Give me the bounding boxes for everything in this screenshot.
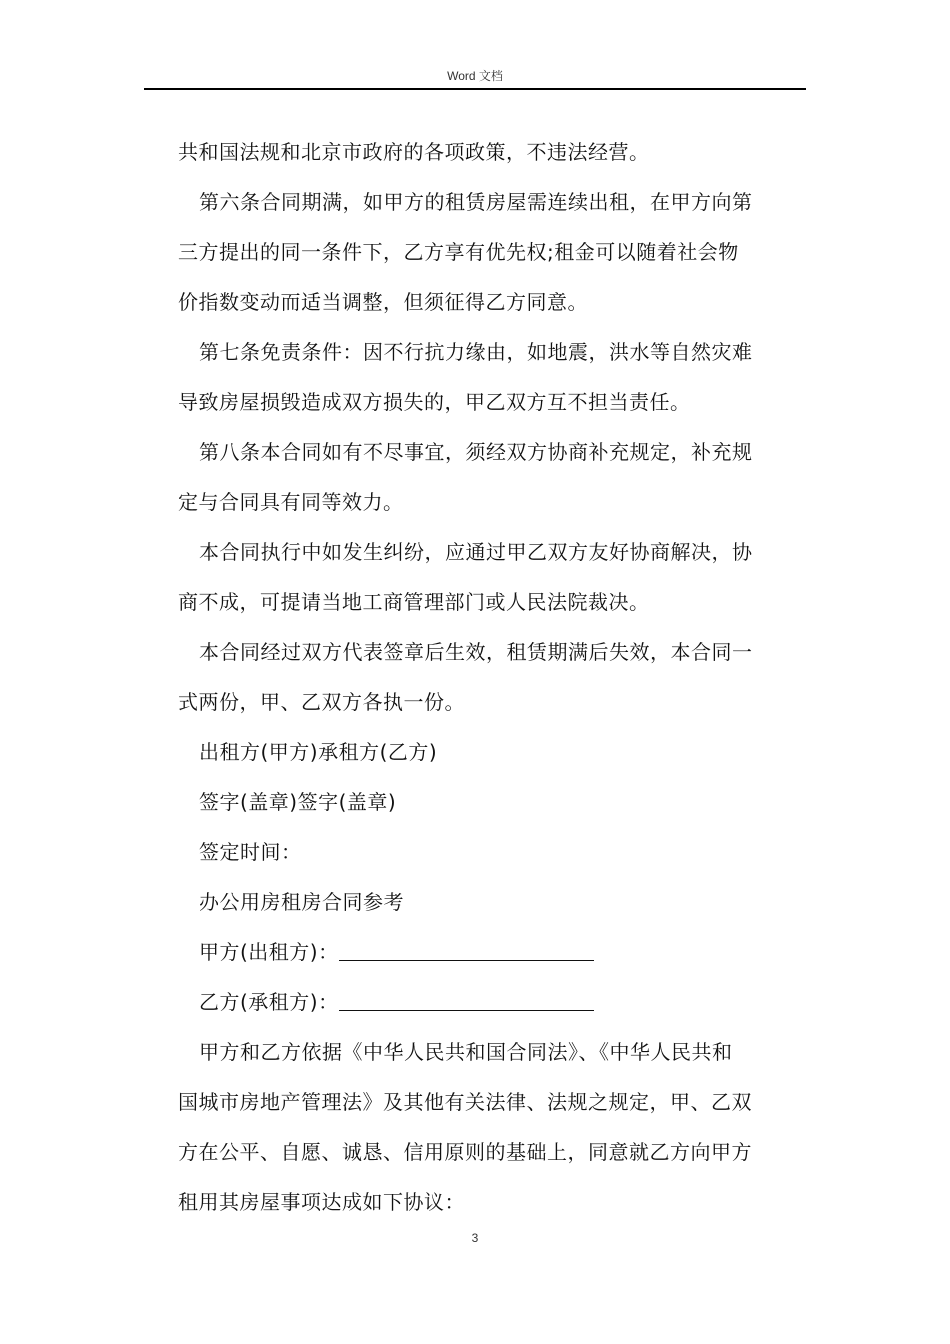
- dispute-clause-line: 本合同执行中如发生纠纷，应通过甲乙双方友好协商解决，协: [199, 540, 753, 564]
- party-b-line: [178, 978, 804, 1028]
- party-signature-heading: 出租方(甲方)承租方(乙方): [199, 740, 438, 764]
- signing-date-line: 签定时间：: [199, 840, 302, 864]
- party-a-label: 甲方(出租方)：: [199, 940, 339, 964]
- body-line: 租用其房屋事项达成如下协议：: [178, 1190, 465, 1214]
- body-line: 共和国法规和北京市政府的各项政策，不违法经营。: [178, 140, 650, 164]
- party-a-blank-field: [339, 941, 594, 961]
- body-line: 导致房屋损毁造成双方损失的，甲乙双方互不担当责任。: [178, 390, 691, 414]
- page-number: 3: [471, 1231, 479, 1245]
- party-a-line: [178, 928, 804, 978]
- clause-eight-line: 第八条本合同如有不尽事宜，须经双方协商补充规定，补充规: [199, 440, 753, 464]
- party-b-label: 乙方(承租方)：: [199, 990, 339, 1014]
- effectiveness-clause-line: 本合同经过双方代表签章后生效，租赁期满后失效，本合同一: [199, 640, 753, 664]
- document-body: [178, 128, 804, 1228]
- signature-seal-line: 签字(盖章)签字(盖章): [199, 790, 397, 814]
- body-line: 价指数变动而适当调整，但须征得乙方同意。: [178, 290, 588, 314]
- body-line: 定与合同具有同等效力。: [178, 490, 404, 514]
- contract-section-title: 办公用房租房合同参考: [199, 890, 404, 914]
- body-line: 商不成，可提请当地工商管理部门或人民法院裁决。: [178, 590, 650, 614]
- body-line: 式两份，甲、乙双方各执一份。: [178, 690, 465, 714]
- body-line: 方在公平、自愿、诚恳、信用原则的基础上，同意就乙方向甲方: [178, 1140, 752, 1164]
- agreement-intro-line: 甲方和乙方依据《中华人民共和国合同法》、《中华人民共和: [199, 1040, 733, 1064]
- page-header: [144, 66, 806, 90]
- clause-seven-line: 第七条免责条件：因不行抗力缘由，如地震，洪水等自然灾难: [199, 340, 753, 364]
- clause-six-line: 第六条合同期满，如甲方的租赁房屋需连续出租，在甲方向第: [199, 190, 753, 214]
- body-line: 国城市房地产管理法》及其他有关法律、法规之规定，甲、乙双: [178, 1090, 752, 1114]
- party-b-blank-field: [339, 991, 594, 1011]
- header-title: Word 文档: [447, 69, 503, 83]
- body-line: 三方提出的同一条件下，乙方享有优先权;租金可以随着社会物: [178, 240, 739, 264]
